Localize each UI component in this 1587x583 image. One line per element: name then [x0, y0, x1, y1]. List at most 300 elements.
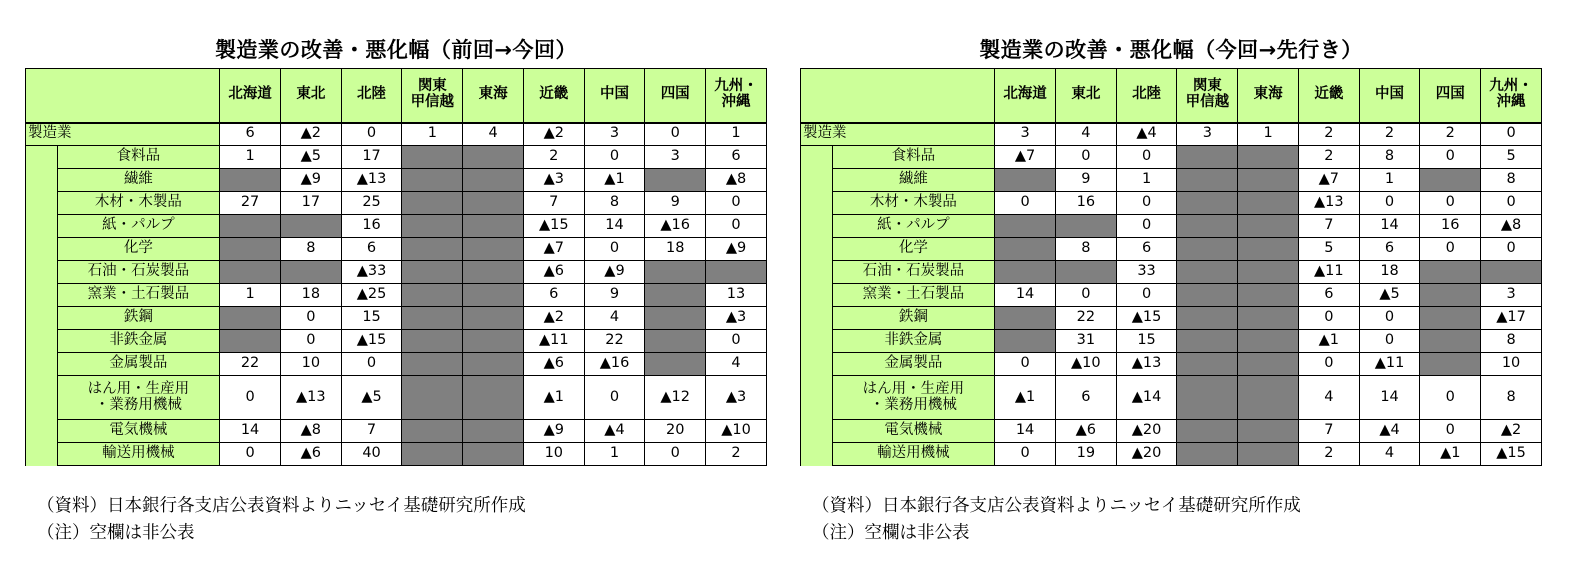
indent-spacer [801, 376, 833, 420]
value-cell: 9 [645, 192, 706, 215]
blank-cell [402, 261, 463, 284]
data-table [800, 68, 1542, 466]
industry-label: 繊維 [832, 169, 994, 192]
value-cell: ▲1 [523, 376, 584, 420]
value-cell: ▲15 [1116, 307, 1177, 330]
value-cell: 22 [584, 330, 645, 353]
value-cell: 15 [341, 307, 402, 330]
value-cell: 6 [1116, 238, 1177, 261]
region-header: 四国 [645, 69, 706, 123]
value-cell: 14 [1359, 215, 1420, 238]
indent-spacer [26, 307, 58, 330]
value-cell: 33 [1116, 261, 1177, 284]
blank-cell [402, 238, 463, 261]
value-cell: 2 [523, 146, 584, 169]
value-cell: 0 [1481, 192, 1542, 215]
value-cell: 18 [1359, 261, 1420, 284]
value-cell: 17 [341, 146, 402, 169]
value-cell: 0 [280, 330, 341, 353]
region-header: 中国 [584, 69, 645, 123]
indent-spacer [26, 261, 58, 284]
value-cell: ▲5 [341, 376, 402, 420]
value-cell: 1 [402, 123, 463, 146]
table-row [26, 330, 767, 353]
industry-label: 窯業・土石製品 [832, 284, 994, 307]
indent-spacer [801, 238, 833, 261]
header-row [26, 69, 767, 123]
blank-cell [1055, 261, 1116, 284]
value-cell: ▲8 [706, 169, 767, 192]
value-cell: ▲3 [706, 307, 767, 330]
blank-cell [1238, 238, 1299, 261]
blank-cell [1420, 353, 1481, 376]
table-row [801, 353, 1542, 376]
blank-cell [1420, 284, 1481, 307]
industry-label: 紙・パルプ [57, 215, 219, 238]
blank-cell [463, 353, 524, 376]
region-header: 北陸 [341, 69, 402, 123]
indent-spacer [801, 146, 833, 169]
value-cell: 0 [1420, 238, 1481, 261]
value-cell: ▲13 [1298, 192, 1359, 215]
value-cell: 4 [706, 353, 767, 376]
table-row [801, 215, 1542, 238]
blank-cell [402, 146, 463, 169]
blank-cell [463, 146, 524, 169]
value-cell: ▲15 [523, 215, 584, 238]
indent-spacer [26, 215, 58, 238]
table-row [26, 261, 767, 284]
industry-label: はん用・生産用 ・業務用機械 [832, 376, 994, 420]
indent-spacer [801, 192, 833, 215]
value-cell: ▲9 [523, 420, 584, 443]
value-cell: 16 [341, 215, 402, 238]
value-cell: 0 [995, 443, 1056, 466]
footnote-note: （注）空欄は非公表 [812, 523, 970, 543]
blank-cell [706, 261, 767, 284]
region-header: 近畿 [1298, 69, 1359, 123]
indent-spacer [801, 307, 833, 330]
value-cell: 14 [995, 420, 1056, 443]
blank-cell [280, 261, 341, 284]
blank-cell [463, 443, 524, 466]
region-header: 北海道 [220, 69, 281, 123]
value-cell: 4 [584, 307, 645, 330]
header-corner [26, 69, 220, 123]
value-cell: 8 [1359, 146, 1420, 169]
value-cell: ▲7 [523, 238, 584, 261]
value-cell: 18 [645, 238, 706, 261]
footnotes [812, 493, 1301, 547]
data-table [25, 68, 767, 466]
blank-cell [1177, 330, 1238, 353]
value-cell: 1 [584, 443, 645, 466]
value-cell: ▲7 [995, 146, 1056, 169]
table-row [26, 169, 767, 192]
table-row [801, 238, 1542, 261]
industry-label: 製造業 [26, 123, 220, 146]
value-cell: ▲4 [584, 420, 645, 443]
value-cell: 1 [1116, 169, 1177, 192]
industry-label: 非鉄金属 [832, 330, 994, 353]
region-header: 近畿 [523, 69, 584, 123]
value-cell: ▲33 [341, 261, 402, 284]
indent-spacer [26, 353, 58, 376]
value-cell: 0 [220, 443, 281, 466]
table-row [801, 284, 1542, 307]
blank-cell [1481, 261, 1542, 284]
value-cell: 40 [341, 443, 402, 466]
value-cell: ▲13 [280, 376, 341, 420]
blank-cell [402, 215, 463, 238]
value-cell: 8 [1055, 238, 1116, 261]
blank-cell [1238, 353, 1299, 376]
value-cell: 15 [1116, 330, 1177, 353]
blank-cell [995, 261, 1056, 284]
indent-spacer [26, 169, 58, 192]
footnote-note: （注）空欄は非公表 [37, 523, 195, 543]
value-cell: ▲15 [1481, 443, 1542, 466]
value-cell: ▲11 [523, 330, 584, 353]
industry-label: 非鉄金属 [57, 330, 219, 353]
value-cell: 0 [341, 353, 402, 376]
value-cell: 0 [1116, 146, 1177, 169]
blank-cell [1238, 215, 1299, 238]
value-cell: 25 [341, 192, 402, 215]
value-cell: 0 [1116, 192, 1177, 215]
indent-spacer [801, 443, 833, 466]
indent-spacer [26, 146, 58, 169]
blank-cell [645, 261, 706, 284]
region-header: 関東 甲信越 [1177, 69, 1238, 123]
value-cell: ▲25 [341, 284, 402, 307]
value-cell: 0 [584, 376, 645, 420]
value-cell: 0 [1055, 146, 1116, 169]
blank-cell [1177, 420, 1238, 443]
industry-label: 食料品 [832, 146, 994, 169]
value-cell: 3 [584, 123, 645, 146]
value-cell: 6 [220, 123, 281, 146]
header-row [801, 69, 1542, 123]
value-cell: 0 [995, 192, 1056, 215]
industry-label: 金属製品 [57, 353, 219, 376]
industry-label: 石油・石炭製品 [832, 261, 994, 284]
value-cell: ▲12 [645, 376, 706, 420]
table-row [26, 215, 767, 238]
value-cell: 0 [1481, 123, 1542, 146]
blank-cell [1238, 284, 1299, 307]
blank-cell [220, 238, 281, 261]
value-cell: 6 [523, 284, 584, 307]
value-cell: 5 [1298, 238, 1359, 261]
blank-cell [463, 330, 524, 353]
industry-label: 食料品 [57, 146, 219, 169]
value-cell: 14 [995, 284, 1056, 307]
industry-label: 窯業・土石製品 [57, 284, 219, 307]
value-cell: 0 [1359, 330, 1420, 353]
footnote-source: （資料）日本銀行各支店公表資料よりニッセイ基礎研究所作成 [37, 496, 526, 516]
value-cell: 7 [1298, 420, 1359, 443]
blank-cell [463, 376, 524, 420]
value-cell: 1 [220, 284, 281, 307]
value-cell: 0 [1420, 146, 1481, 169]
value-cell: ▲2 [1481, 420, 1542, 443]
blank-cell [402, 192, 463, 215]
table-row [801, 192, 1542, 215]
value-cell: 2 [1298, 443, 1359, 466]
blank-cell [1177, 353, 1238, 376]
blank-cell [220, 169, 281, 192]
industry-label: 輸送用機械 [57, 443, 219, 466]
blank-cell [1238, 443, 1299, 466]
industry-label: 木材・木製品 [57, 192, 219, 215]
indent-spacer [26, 376, 58, 420]
value-cell: 7 [523, 192, 584, 215]
value-cell: 9 [584, 284, 645, 307]
value-cell: 27 [220, 192, 281, 215]
blank-cell [1177, 238, 1238, 261]
value-cell: 8 [584, 192, 645, 215]
blank-cell [1238, 376, 1299, 420]
table-row [801, 169, 1542, 192]
value-cell: 6 [1359, 238, 1420, 261]
value-cell: ▲13 [341, 169, 402, 192]
value-cell: 0 [1298, 353, 1359, 376]
industry-label: 繊維 [57, 169, 219, 192]
value-cell: 6 [341, 238, 402, 261]
value-cell: 2 [1298, 146, 1359, 169]
indent-spacer [801, 261, 833, 284]
value-cell: 3 [1481, 284, 1542, 307]
region-header: 関東 甲信越 [402, 69, 463, 123]
blank-cell [645, 353, 706, 376]
blank-cell [402, 284, 463, 307]
value-cell: ▲9 [706, 238, 767, 261]
blank-cell [645, 284, 706, 307]
value-cell: 14 [220, 420, 281, 443]
value-cell: ▲2 [523, 307, 584, 330]
blank-cell [1177, 376, 1238, 420]
table-row [26, 123, 767, 146]
value-cell: 2 [1359, 123, 1420, 146]
value-cell: ▲1 [584, 169, 645, 192]
blank-cell [463, 192, 524, 215]
region-header: 中国 [1359, 69, 1420, 123]
blank-cell [402, 376, 463, 420]
value-cell: 8 [1481, 376, 1542, 420]
blank-cell [402, 330, 463, 353]
value-cell: ▲5 [1359, 284, 1420, 307]
indent-spacer [26, 443, 58, 466]
industry-label: 電気機械 [832, 420, 994, 443]
value-cell: ▲11 [1359, 353, 1420, 376]
blank-cell [1055, 215, 1116, 238]
value-cell: 1 [706, 123, 767, 146]
value-cell: 22 [220, 353, 281, 376]
table-row [26, 238, 767, 261]
blank-cell [463, 215, 524, 238]
blank-cell [1177, 146, 1238, 169]
value-cell: 8 [280, 238, 341, 261]
table-row [26, 443, 767, 466]
value-cell: ▲10 [1055, 353, 1116, 376]
blank-cell [995, 330, 1056, 353]
table-row [801, 443, 1542, 466]
value-cell: 10 [280, 353, 341, 376]
value-cell: 6 [1298, 284, 1359, 307]
panel-title: 製造業の改善・悪化幅（今回→先行き） [979, 38, 1363, 62]
value-cell: ▲20 [1116, 443, 1177, 466]
indent-spacer [26, 330, 58, 353]
table-row [26, 284, 767, 307]
value-cell: ▲17 [1481, 307, 1542, 330]
indent-spacer [26, 420, 58, 443]
blank-cell [995, 169, 1056, 192]
value-cell: ▲4 [1116, 123, 1177, 146]
blank-cell [1420, 330, 1481, 353]
value-cell: ▲14 [1116, 376, 1177, 420]
table-row [801, 376, 1542, 420]
value-cell: ▲7 [1298, 169, 1359, 192]
value-cell: 10 [523, 443, 584, 466]
value-cell: 2 [1298, 123, 1359, 146]
value-cell: 0 [645, 123, 706, 146]
industry-label: 金属製品 [832, 353, 994, 376]
value-cell: ▲2 [523, 123, 584, 146]
value-cell: ▲1 [1298, 330, 1359, 353]
value-cell: ▲16 [584, 353, 645, 376]
value-cell: ▲3 [523, 169, 584, 192]
value-cell: ▲2 [280, 123, 341, 146]
blank-cell [1420, 261, 1481, 284]
blank-cell [1238, 420, 1299, 443]
value-cell: 2 [1420, 123, 1481, 146]
table-row [801, 123, 1542, 146]
value-cell: 4 [1298, 376, 1359, 420]
table-row [26, 420, 767, 443]
value-cell: 0 [1420, 192, 1481, 215]
header-corner [801, 69, 995, 123]
blank-cell [1420, 307, 1481, 330]
value-cell: ▲9 [280, 169, 341, 192]
value-cell: 7 [1298, 215, 1359, 238]
value-cell: 9 [1055, 169, 1116, 192]
value-cell: 0 [1116, 284, 1177, 307]
blank-cell [1238, 169, 1299, 192]
value-cell: 0 [584, 238, 645, 261]
blank-cell [402, 420, 463, 443]
blank-cell [1238, 330, 1299, 353]
blank-cell [995, 238, 1056, 261]
industry-label: 鉄鋼 [57, 307, 219, 330]
value-cell: 0 [1298, 307, 1359, 330]
value-cell: 6 [1055, 376, 1116, 420]
value-cell: 0 [1481, 238, 1542, 261]
blank-cell [402, 307, 463, 330]
blank-cell [220, 215, 281, 238]
value-cell: 0 [220, 376, 281, 420]
value-cell: 3 [1177, 123, 1238, 146]
table-row [801, 261, 1542, 284]
indent-spacer [801, 284, 833, 307]
blank-cell [280, 215, 341, 238]
blank-cell [463, 307, 524, 330]
blank-cell [1238, 307, 1299, 330]
value-cell: 3 [995, 123, 1056, 146]
value-cell: 4 [1359, 443, 1420, 466]
indent-spacer [26, 192, 58, 215]
table-row [801, 330, 1542, 353]
value-cell: ▲6 [523, 261, 584, 284]
value-cell: ▲6 [523, 353, 584, 376]
blank-cell [220, 330, 281, 353]
blank-cell [220, 307, 281, 330]
value-cell: 4 [463, 123, 524, 146]
value-cell: 4 [1055, 123, 1116, 146]
blank-cell [463, 284, 524, 307]
table-row [801, 307, 1542, 330]
blank-cell [1177, 261, 1238, 284]
indent-spacer [801, 353, 833, 376]
industry-label: 鉄鋼 [832, 307, 994, 330]
value-cell: 1 [1238, 123, 1299, 146]
value-cell: ▲8 [1481, 215, 1542, 238]
region-header: 北海道 [995, 69, 1056, 123]
blank-cell [402, 169, 463, 192]
industry-label: 石油・石炭製品 [57, 261, 219, 284]
value-cell: 0 [1116, 215, 1177, 238]
table-row [26, 376, 767, 420]
table-row [26, 353, 767, 376]
value-cell: 0 [645, 443, 706, 466]
footnote-source: （資料）日本銀行各支店公表資料よりニッセイ基礎研究所作成 [812, 496, 1301, 516]
value-cell: 10 [1481, 353, 1542, 376]
value-cell: ▲11 [1298, 261, 1359, 284]
value-cell: ▲16 [645, 215, 706, 238]
value-cell: ▲6 [280, 443, 341, 466]
value-cell: 0 [995, 353, 1056, 376]
blank-cell [463, 169, 524, 192]
indent-spacer [26, 284, 58, 307]
region-header: 東海 [463, 69, 524, 123]
panel-current-to-outlook [800, 0, 1542, 583]
industry-label: 化学 [832, 238, 994, 261]
industry-label: 化学 [57, 238, 219, 261]
value-cell: 22 [1055, 307, 1116, 330]
blank-cell [463, 238, 524, 261]
indent-spacer [801, 169, 833, 192]
table-row [26, 146, 767, 169]
value-cell: 14 [1359, 376, 1420, 420]
blank-cell [1177, 215, 1238, 238]
blank-cell [463, 261, 524, 284]
indent-spacer [801, 420, 833, 443]
value-cell: ▲1 [995, 376, 1056, 420]
value-cell: 6 [706, 146, 767, 169]
value-cell: 8 [1481, 169, 1542, 192]
blank-cell [1420, 169, 1481, 192]
value-cell: 17 [280, 192, 341, 215]
blank-cell [645, 307, 706, 330]
region-header: 北陸 [1116, 69, 1177, 123]
table-row [26, 307, 767, 330]
blank-cell [645, 169, 706, 192]
value-cell: 19 [1055, 443, 1116, 466]
blank-cell [463, 420, 524, 443]
value-cell: ▲4 [1359, 420, 1420, 443]
blank-cell [995, 307, 1056, 330]
value-cell: 31 [1055, 330, 1116, 353]
